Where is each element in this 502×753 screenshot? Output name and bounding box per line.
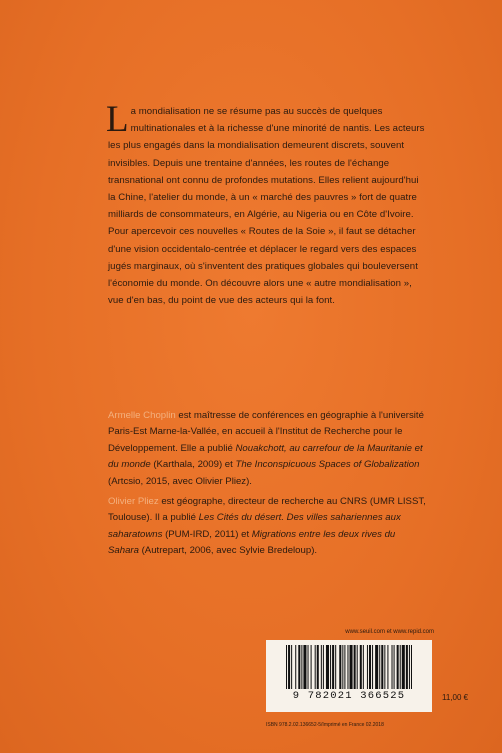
barcode-bar: [369, 645, 371, 689]
barcode-bar: [332, 645, 334, 689]
barcode-bar: [291, 645, 292, 689]
barcode-bar: [367, 645, 368, 689]
barcode-bar: [409, 645, 410, 689]
book-title: The Inconspicuous Spaces of Globalization: [235, 459, 420, 471]
bio-text: (Karthala, 2009) et: [150, 459, 236, 471]
barcode-bar: [384, 645, 385, 689]
barcode-panel: [266, 640, 432, 712]
barcode-bar: [402, 645, 405, 689]
barcode-bar: [347, 645, 348, 689]
barcode-bar: [295, 645, 296, 689]
price: 11,00 €: [442, 693, 469, 702]
barcode-bar: [375, 645, 378, 689]
barcode-bar: [406, 645, 408, 689]
barcode-bar: [335, 645, 336, 689]
barcode-bar: [286, 645, 287, 689]
barcode-bar: [288, 645, 290, 689]
barcode-bar: [363, 645, 364, 689]
barcode-bar: [392, 645, 393, 689]
legal-line: ISBN 978.2.02.136652-5/Imprimé en France 02.2018: [266, 722, 384, 728]
barcode-bar: [344, 645, 345, 689]
blurb-text: [106, 99, 428, 309]
barcode-bar: [381, 645, 383, 689]
barcode-bar: [303, 645, 306, 689]
barcode-bar: [339, 645, 341, 689]
barcode-bar: [301, 645, 302, 689]
blurb-body: a mondialisation ne se résume pas au succès de quelques multinationales et à la richesse d'une minorité de nantis. Les acteurs les plus engagés dans la mondialisation demeurent discrets, souvent invisibles. Depuis une trentaine d'années, les routes de l'échange transnational ont connu de profondes mutations. Elles relient aujourd'hui la Chine, l'atelier du monde, à un « marché des pauvres » fort de quatre milliards de consommateurs, en Algérie, au Nigeria ou en Côte d'Ivoire. Pour apercevoir ces nouvelles « Routes de la Soie », il faut se détacher d'une vision occidentalo-centrée et déplacer le regard vers des espaces jugés marginaux, où s'inventent des pratiques globales qui bouleversent l'économie du monde. On découvre alors une « autre mondialisation », vue d'en bas, du point de vue des acteurs qui la font.: [108, 106, 425, 307]
barcode-bar: [350, 645, 353, 689]
barcode-icon: [286, 645, 412, 689]
bio-text: est géographe, directeur de recherche au CNRS (UMR LISST, Toulouse). Il a publié: [108, 496, 426, 524]
barcode-bar: [342, 645, 343, 689]
book-title: Migrations entre les deux rives du Sahara: [108, 528, 396, 557]
barcode-bar: [308, 645, 309, 689]
barcode-bar: [326, 645, 329, 689]
bio-text: est maîtresse de conférences en géographie à l'université Paris-Est Marne-la-Vallée, en accueil à l'Institut de Recherche pour le Développement. Elle a publié: [108, 410, 424, 454]
author-name: Olivier Pliez: [108, 496, 159, 508]
barcode-bar: [394, 645, 395, 689]
author-bios: [108, 408, 428, 564]
bio-text: (PUM-IRD, 2011) et: [162, 528, 252, 540]
barcode-bar: [321, 645, 322, 689]
barcode-bar: [354, 645, 356, 689]
barcode-bar: [372, 645, 373, 689]
drop-cap: L: [106, 99, 129, 140]
isbn-digits: 9 782021 366525: [292, 690, 406, 702]
barcode-bar: [330, 645, 331, 689]
publisher-websites: www.seuil.com et www.repid.com: [345, 629, 434, 635]
barcode-bar: [323, 645, 324, 689]
barcode-bar: [411, 645, 412, 689]
author-bio-choplin: [108, 408, 428, 490]
barcode-bar: [397, 645, 399, 689]
barcode-bar: [298, 645, 300, 689]
author-bio-pliez: [108, 494, 428, 560]
barcode-bar: [387, 645, 388, 689]
barcode-bar: [315, 645, 316, 689]
barcode-bar: [311, 645, 312, 689]
barcode-bar: [379, 645, 380, 689]
barcode-bar: [317, 645, 319, 689]
barcode-bar: [360, 645, 362, 689]
bio-text: (Artcsio, 2015, avec Olivier Pliez).: [108, 475, 252, 487]
barcode-bar: [357, 645, 358, 689]
book-title: Nouakchott, au carrefour de la Mauritanie et du monde: [108, 442, 423, 471]
book-title: Les Cités du désert. Des villes sahariennes aux saharatowns: [108, 512, 401, 540]
barcode-bar: [400, 645, 401, 689]
author-name: Armelle Choplin: [108, 410, 176, 421]
bio-text: (Autrepart, 2006, avec Sylvie Bredeloup).: [138, 545, 318, 557]
